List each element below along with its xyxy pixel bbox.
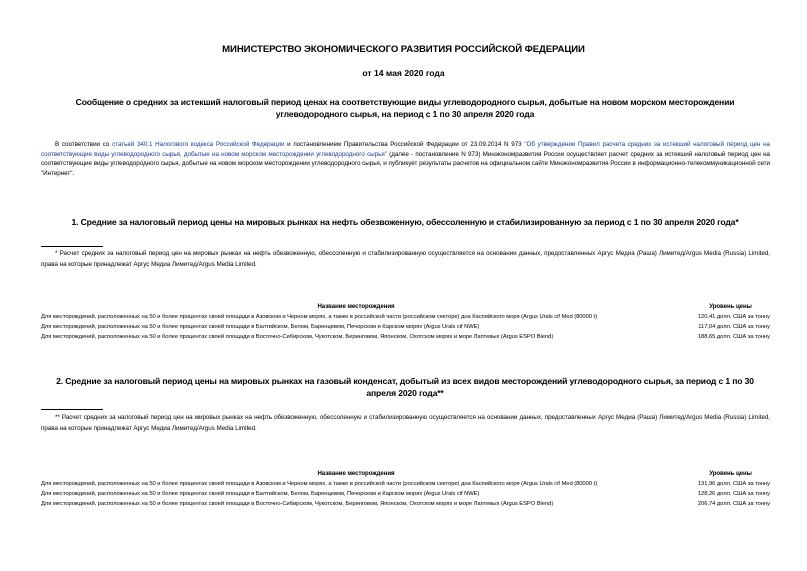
intro-paragraph [41,140,770,179]
section-1-footnote: * Расчет средних за налоговый период цен на мировых рынках на нефть обезвоженную, обессоленную и стабилизированную осуществляется на основании данных, предоставленных Аргус Медиа (Раша) Лимитед/Argus Media (Russia) Limited, права на которые принадлежат Аргус Медиа Лимитед/Argus Media Limited. [41,250,770,268]
price-cell: 131,96 долл. США за тонну [697,481,770,487]
footnote-divider-1 [41,246,103,247]
price-cell: 206,74 долл. США за тонну [697,501,770,508]
column-header-price: Уровень цены [709,470,752,478]
section-2-footnote: ** Расчет средних за налоговый период цен на мировых рынках на нефть обезвоженную, обессоленную и стабилизированную осуществляется на основании данных, предоставленных Аргус Медиа (Раша) Лимитед/Argus Media (Russia) Limited, права на которые принадлежат Аргус Медиа Лимитед/Argus Media Limited. [41,414,770,432]
table-row [41,500,770,508]
intro-text-3: (далее - постановление N 973) Минэкономразвития России осуществляет расчет средних за истекший налоговый период цен на соответствующие виды углеводородного сырья, добытые на новом морском месторождении углеводородного сырья, и публикует результаты расчетов на официальном сайте Минэкономразвития России в информационно-телекоммуникационной сети "Интернет". [41,150,770,178]
price-cell: 188,65 долл. США за тонну [697,334,770,341]
table-header [41,302,770,313]
deposit-name-cell: Для месторождений, расположенных на 50 и более процентах своей площади в Балтийском, Белом, Баренцевом, Печорском и Карском морях (Argus Urals cif NWE) [41,324,480,331]
table-row [41,333,770,341]
intro-text-2: и постановлением Правительства Российской Федерации от 23.09.2014 N 973 [284,141,525,148]
document-date: от 14 мая 2020 года [362,68,445,78]
deposit-name-cell: Для месторождений, расположенных на 50 и более процентах своей площади в Балтийском, Белом, Баренцевом, Печорском и Карском морях (Argus Urals cif NWE) [41,491,480,498]
table-row [41,313,770,321]
section-2-price-table [41,469,770,508]
table-row [41,323,770,331]
deposit-name-cell: Для месторождений, расположенных на 50 и более процентах своей площади в Восточно-Сибирском, Чукотском, Беринговом, Японском, Охотском морях и море Лаптевых (Argus ESPO Blend) [41,501,554,508]
column-header-name: Название месторождения [317,303,395,311]
section-1-price-table [41,302,770,341]
column-header-price: Уровень цены [709,303,752,311]
price-cell: 128,26 долл. США за тонну [697,491,770,498]
table-row [41,490,770,498]
footnote-divider-2 [41,409,103,410]
ministry-name: МИНИСТЕРСТВО ЭКОНОМИЧЕСКОГО РАЗВИТИЯ РОССИЙСКОЙ ФЕДЕРАЦИИ [222,44,585,55]
table-row [41,480,770,488]
section-2-title: 2. Средние за налоговый период цены на мировых рынках на газовый конденсат, добытый из всех видов месторождений углеводородного сырья, за период с 1 по 30 апреля 2020 года** [56,376,754,398]
column-header-name: Название месторождения [317,470,395,478]
table-header [41,469,770,480]
section-1-title: 1. Средние за налоговый период цены на мировых рынках на нефть обезвоженную, обессоленную и стабилизированную за период с 1 по 30 апреля 2020 года* [71,217,739,227]
message-title: Сообщение о средних за истекший налоговый период ценах на соответствующие виды углеводородного сырья, добытые на новом морском месторождении углеводородного сырья, на период с 1 по 30 апреля 2020 года [75,97,735,119]
deposit-name-cell: Для месторождений, расположенных на 50 и более процентах своей площади в Восточно-Сибирском, Чукотском, Беринговом, Японском, Охотском морях и море Лаптевых (Argus ESPO Blend) [41,334,554,341]
deposit-name-cell: Для месторождений, расположенных на 50 и более процентах своей площади в Азовском и Черном морях, а также в российской части (российском секторе) дна Каспийского моря (Argus Urals cif Med (80000 t) [41,481,597,487]
price-cell: 117,04 долл. США за тонну [698,324,770,331]
resolution-link[interactable]: "Об утверждении Правил расчета средних за истекший налоговый период цен на соответствующие виды углеводородного сырья, добытые на новом морском месторождении углеводородного сырья" [41,141,770,158]
deposit-name-cell: Для месторождений, расположенных на 50 и более процентах своей площади в Азовском и Черном морях, а также в российской части (российском секторе) дна Каспийского моря (Argus Urals cif Med (80000 t) [41,314,597,320]
tax-code-link[interactable]: статьей 340.1 Налогового кодекса Российской Федерации [112,141,285,148]
price-cell: 120,41 долл. США за тонну [697,314,770,320]
intro-text-1: В соответствии со [55,141,113,148]
